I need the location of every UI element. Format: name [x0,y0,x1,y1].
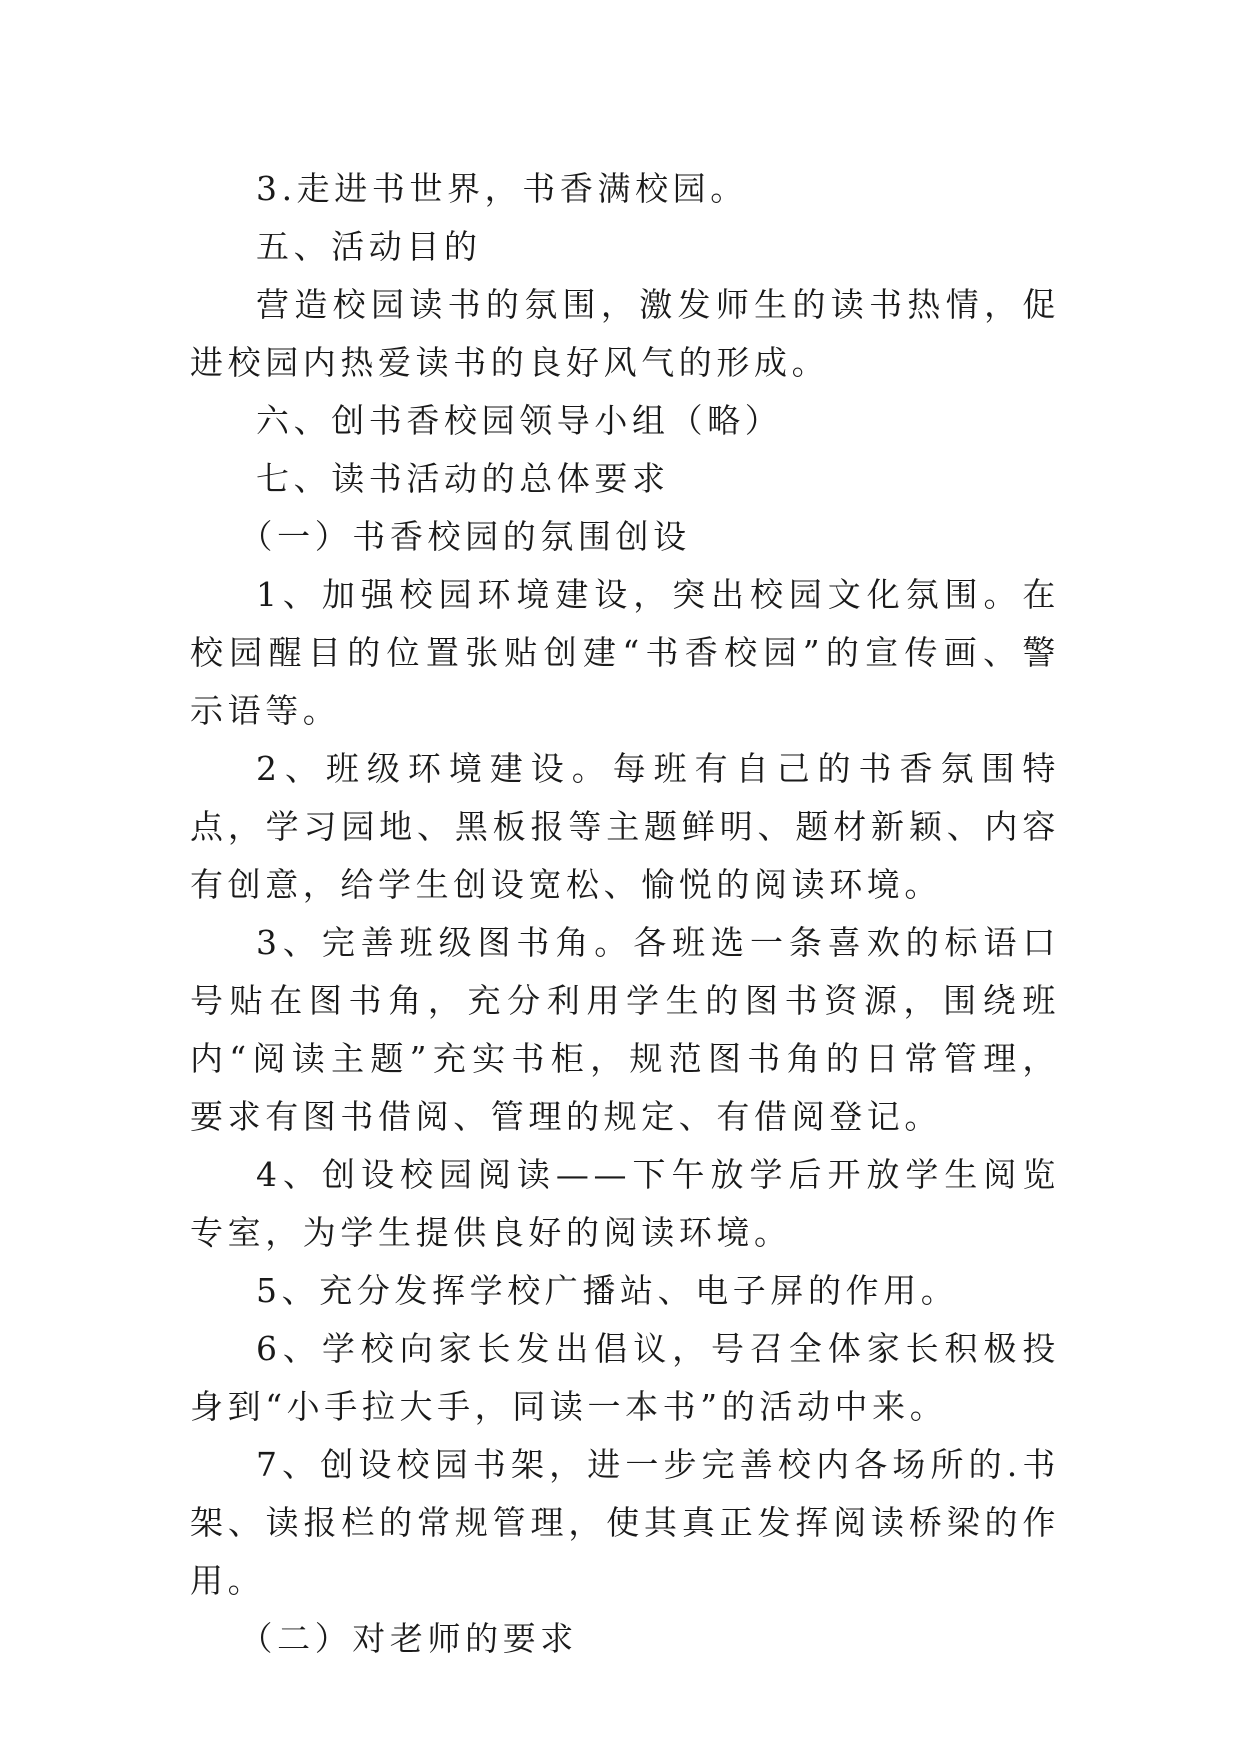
body-paragraph-item-1: 1、加强校园环境建设，突出校园文化氛围。在校园醒目的位置张贴创建“书香校园”的宣传画、警示语等。 [190,575,1060,730]
section-heading-6: 六、创书香校园领导小组（略） [256,401,783,440]
subsection-heading-1: （一）书香校园的氛围创设 [239,517,691,556]
subsection-heading-2: （二）对老师的要求 [239,1619,578,1658]
body-paragraph-goal: 营造校园读书的氛围，激发师生的读书热情，促进校园内热爱读书的良好风气的形成。 [190,285,1060,382]
body-paragraph-item-6: 6、学校向家长发出倡议，号召全体家长积极投身到“小手拉大手，同读一本书”的活动中来。 [190,1329,1060,1426]
document-page [190,160,1060,1668]
body-paragraph-item-7: 7、创设校园书架，进一步完善校内各场所的.书架、读报栏的常规管理，使其真正发挥阅读桥梁的作用。 [190,1445,1060,1600]
body-paragraph-item-4: 4、创设校园阅读——下午放学后开放学生阅览专室，为学生提供良好的阅读环境。 [190,1155,1060,1252]
body-paragraph-item-5: 5、充分发挥学校广播站、电子屏的作用。 [256,1271,959,1310]
section-heading-7: 七、读书活动的总体要求 [256,459,670,498]
body-paragraph-item-2: 2、班级环境建设。每班有自己的书香氛围特点，学习园地、黑板报等主题鲜明、题材新颖、内容有创意，给学生创设宽松、愉悦的阅读环境。 [190,749,1060,904]
body-paragraph-item-3: 3、完善班级图书角。各班选一条喜欢的标语口号贴在图书角，充分利用学生的图书资源，围绕班内“阅读主题”充实书柜，规范图书角的日常管理，要求有图书借阅、管理的规定、有借阅登记。 [190,923,1060,1136]
list-item-3: 3.走进书世界，书香满校园。 [256,169,748,208]
section-heading-5: 五、活动目的 [256,227,482,266]
